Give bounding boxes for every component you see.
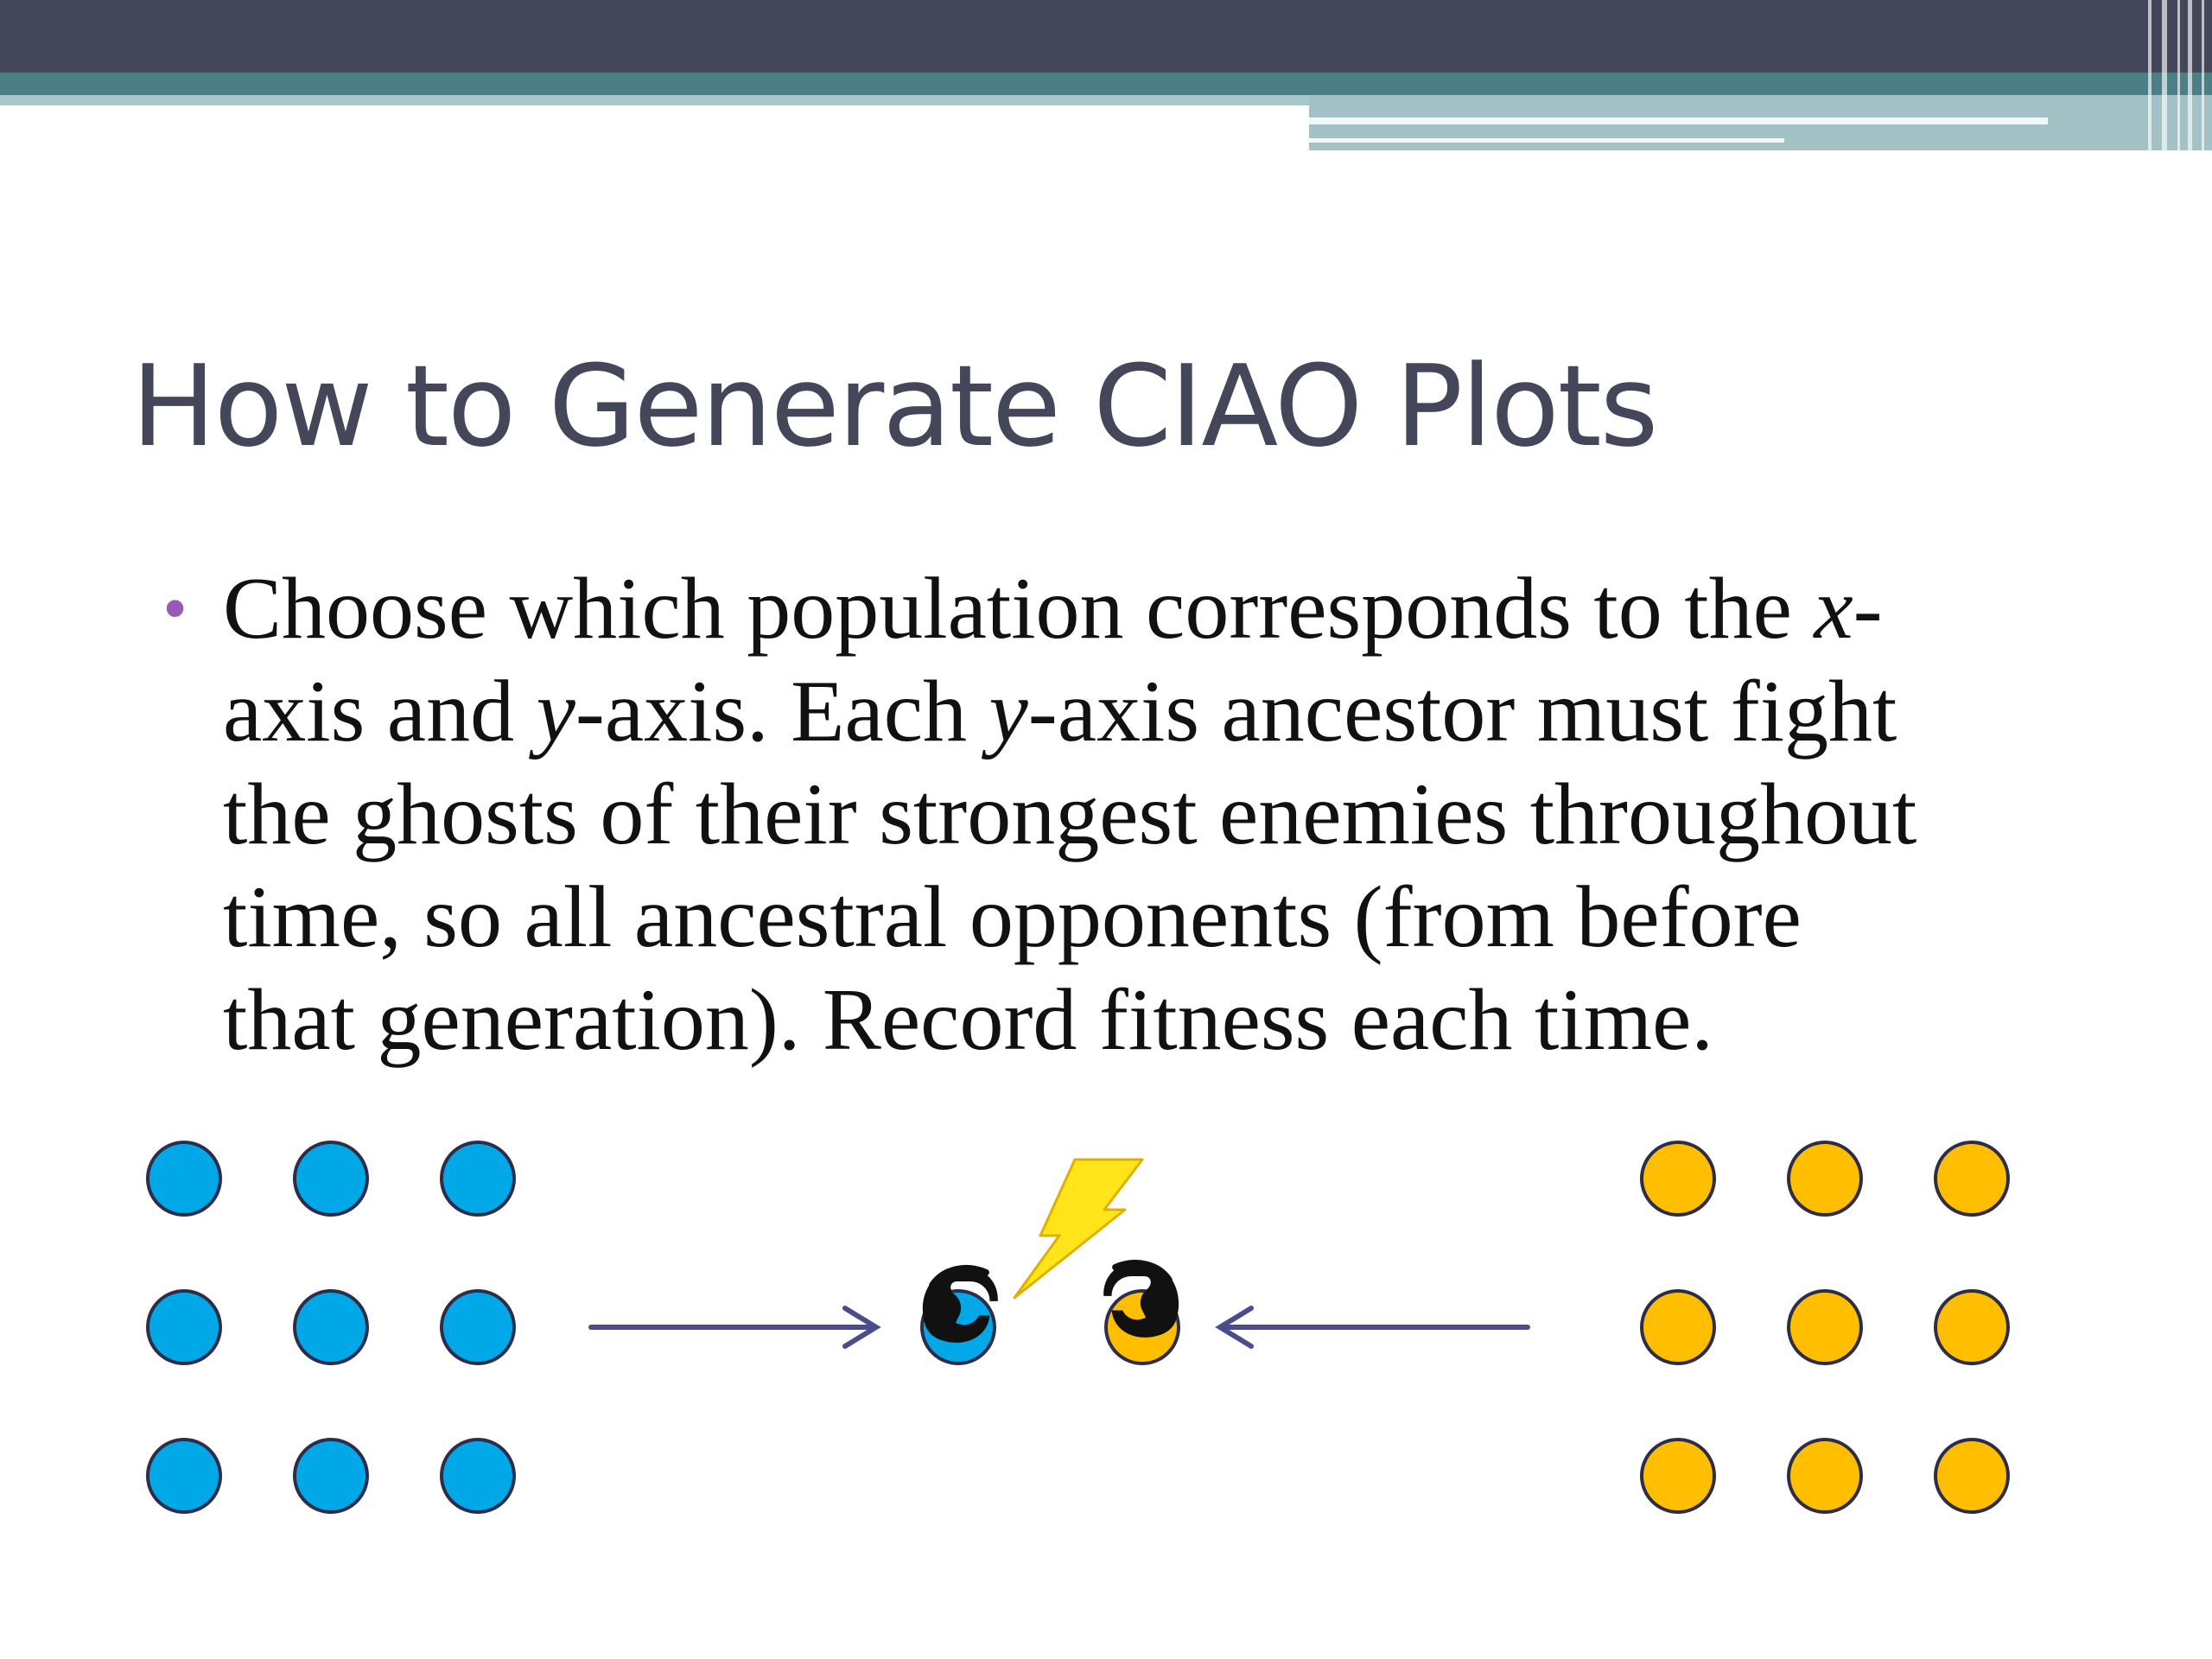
header-dark-band [0, 0, 2212, 73]
population-y-member [1936, 1142, 2008, 1215]
header-light-band [0, 95, 1309, 105]
population-x-member [148, 1440, 220, 1512]
population-x-member [442, 1291, 514, 1363]
population-y [1642, 1142, 2008, 1512]
population-x-member [442, 1440, 514, 1512]
population-y-member [1642, 1291, 1714, 1363]
population-x-member [295, 1142, 367, 1215]
x-variable: x [1814, 560, 1853, 658]
header-white-stripe-short [1309, 138, 1784, 143]
header-edge-lines [2133, 0, 2212, 150]
population-y-member [1789, 1142, 1861, 1215]
header-teal-band [0, 73, 2212, 95]
bullet-list [156, 557, 2100, 1071]
population-y-member [1936, 1291, 2008, 1363]
bullet-line-3: the ghosts of their strongest enemies throughout [223, 766, 1917, 863]
bullet-item [156, 557, 2100, 1071]
bullet-text: -axis ancestor must fight [1027, 663, 1897, 760]
arrow-right-icon [591, 1308, 876, 1346]
warrior-y [1103, 1262, 1179, 1363]
population-x-member [148, 1291, 220, 1363]
arrow-left-icon [1220, 1308, 1528, 1346]
population-y-member [1936, 1440, 2008, 1512]
population-x-member [148, 1142, 220, 1215]
fight-diagram [0, 1106, 2212, 1659]
warrior-x [922, 1267, 998, 1363]
bullet-text: Choose which population corresponds to the [223, 560, 1815, 658]
bullet-line-4: time, so all ancestral opponents (from before [223, 868, 1802, 966]
population-x [148, 1142, 514, 1512]
header-white-stripe [1309, 118, 2048, 124]
bullet-line-1 [223, 557, 2100, 660]
y-variable: y [988, 663, 1028, 760]
population-y-member [1789, 1291, 1861, 1363]
population-y-member [1642, 1142, 1714, 1215]
slide-title: How to Generate CIAO Plots [131, 340, 1657, 472]
bullet-text: -axis. Each [575, 663, 989, 760]
bullet-dot-icon: • [164, 574, 187, 643]
population-x-member [442, 1142, 514, 1215]
population-y-member [1789, 1440, 1861, 1512]
bullet-line-5: that generation). Record fitness each time. [223, 971, 1713, 1069]
bullet-line-2 [223, 660, 2100, 763]
bullet-text: axis and [223, 663, 537, 760]
population-x-member [295, 1440, 367, 1512]
y-variable: y [536, 663, 575, 760]
bullet-text: - [1853, 560, 1883, 658]
population-x-member [295, 1291, 367, 1363]
population-y-member [1642, 1440, 1714, 1512]
